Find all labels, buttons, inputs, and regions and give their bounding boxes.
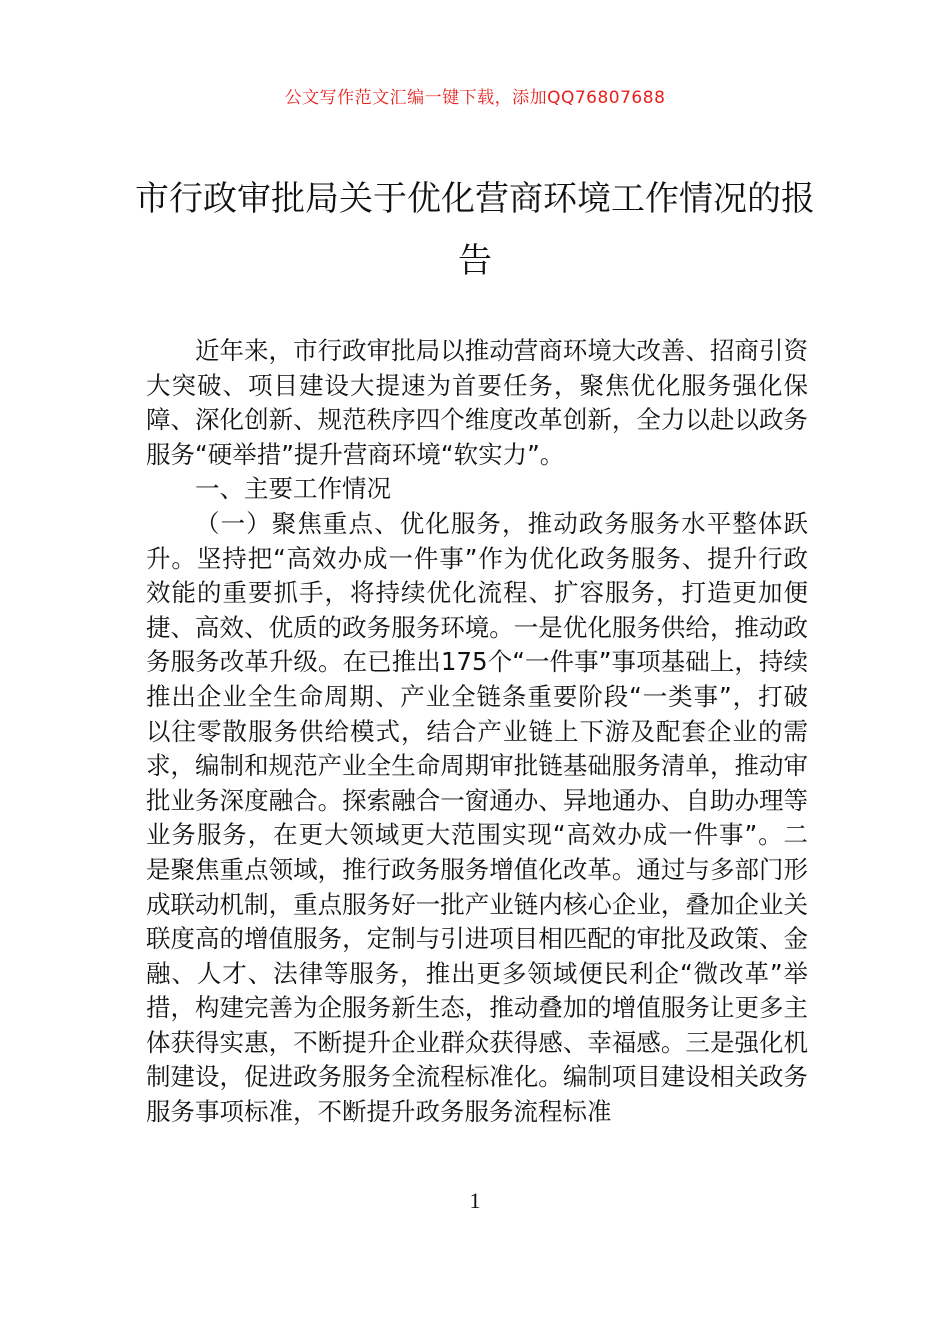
section-heading-main-work: 一、主要工作情况: [195, 474, 391, 504]
download-watermark-text: 公文写作范文汇编一键下载，添加QQ76807688: [284, 88, 666, 108]
body-paragraph-intro: 近年来，市行政审批局以推动营商环境大改善、招商引资大突破、项目建设大提速为首要任务，聚焦优化服务强化保障、深化创新、规范秩序四个维度改革创新，全力以赴以政务服务“硬举措”提升营商环境“软实力”。: [146, 336, 808, 469]
body-paragraph-section-1: （一）聚焦重点、优化服务，推动政务服务水平整体跃升。坚持把“高效办成一件事”作为优化政务服务、提升行政效能的重要抓手，将持续优化流程、扩容服务，打造更加便捷、高效、优质的政务服务环境。一是优化服务供给，推动政务服务改革升级。在已推出175个“一件事”事项基础上，持续推出企业全生命周期、产业全链条重要阶段“一类事”，打破以往零散服务供给模式，结合产业链上下游及配套企业的需求，编制和规范产业全生命周期审批链基础服务清单，推动审批业务深度融合。探索融合一窗通办、异地通办、自助办理等业务服务，在更大领域更大范围实现“高效办成一件事”。二是聚焦重点领域，推行政务服务增值化改革。通过与多部门形成联动机制，重点服务好一批产业链内核心企业，叠加企业关联度高的增值服务，定制与引进项目相匹配的审批及政策、金融、人才、法律等服务，推出更多领域便民利企“微改革”举措，构建完善为企服务新生态，推动叠加的增值服务让更多主体获得实惠，不断提升企业群众获得感、幸福感。三是强化机制建设，促进政务服务全流程标准化。编制项目建设相关政务服务事项标准，不断提升政务服务流程标准: [146, 508, 808, 1127]
document-body: [146, 334, 808, 1130]
document-title: 市行政审批局关于优化营商环境工作情况的报告: [135, 179, 815, 281]
page-number: 1: [469, 1188, 481, 1213]
